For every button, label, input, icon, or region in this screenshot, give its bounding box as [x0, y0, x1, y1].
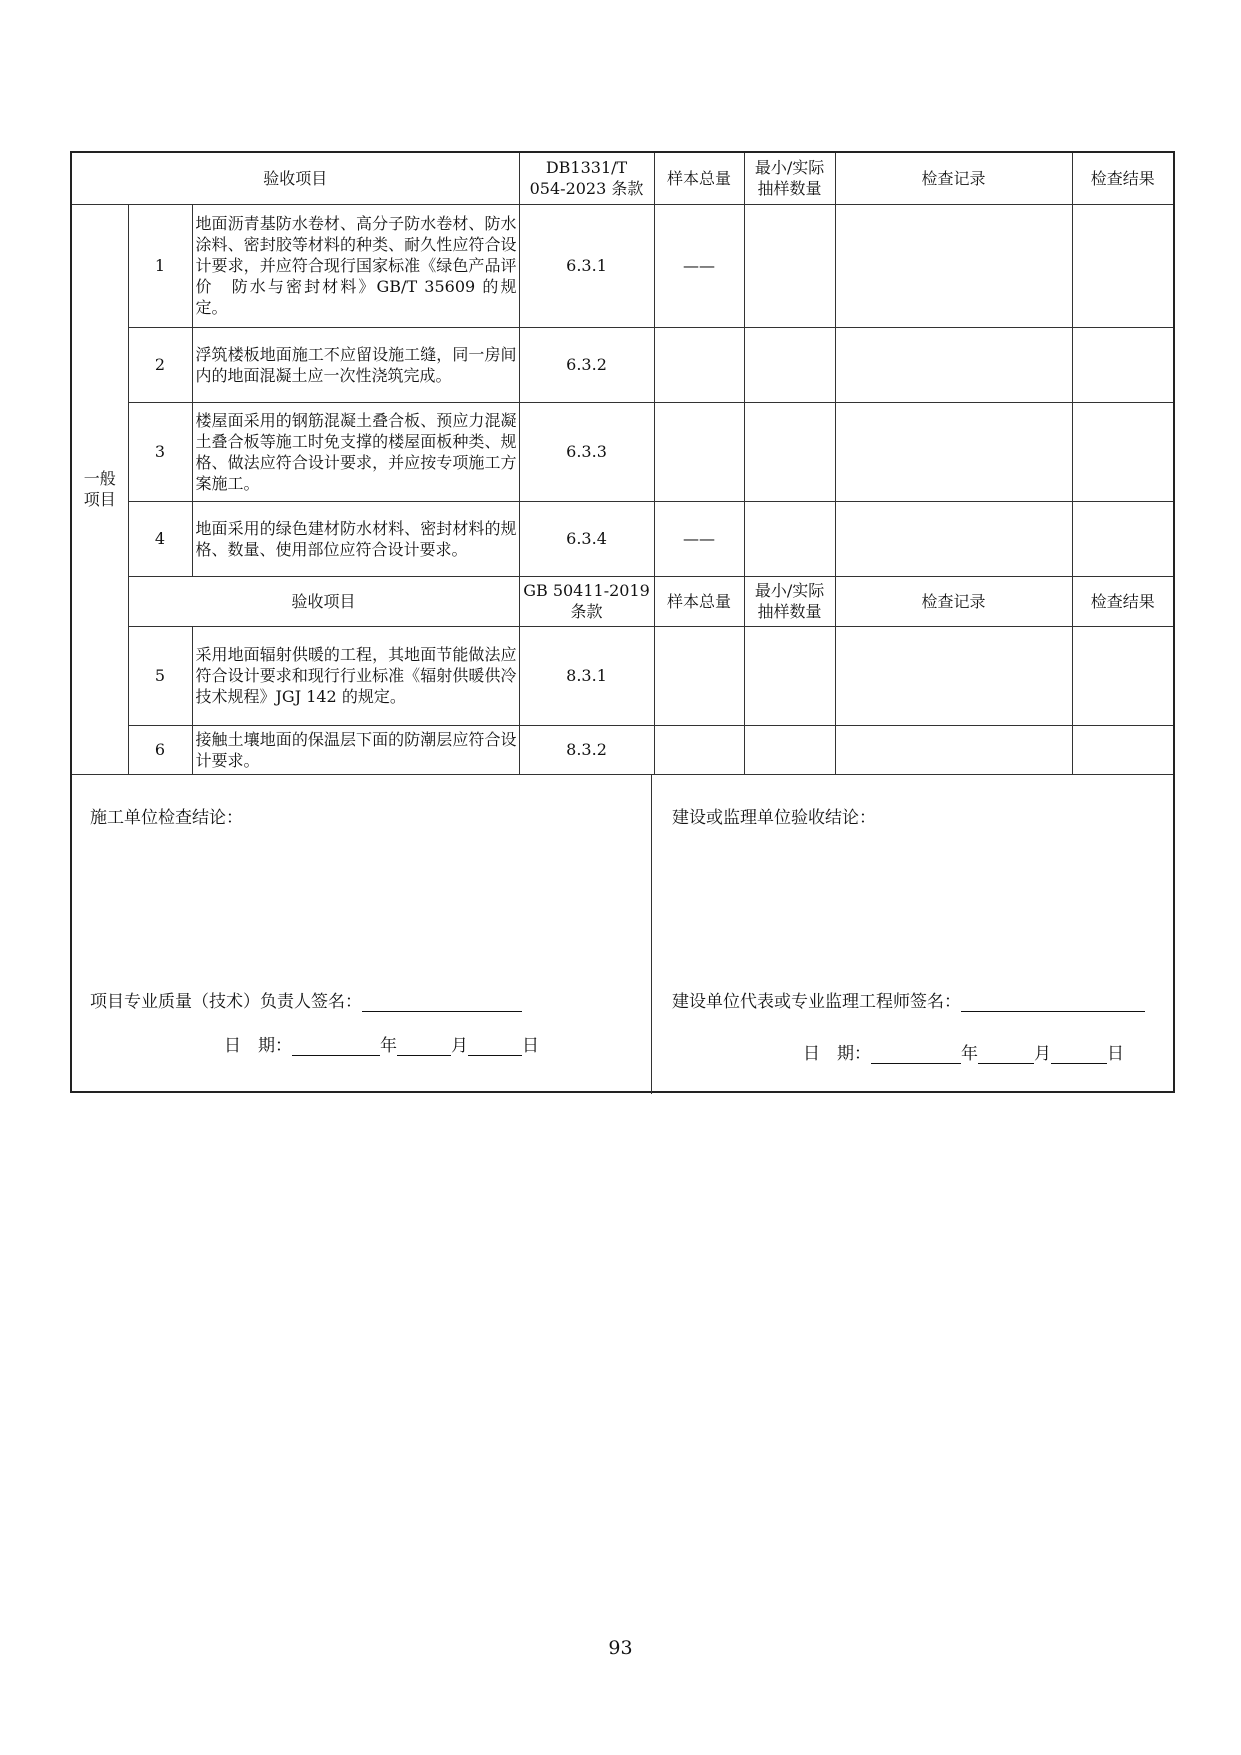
- table-row: [72, 402, 1173, 501]
- header-sample-total: 样本总量: [654, 153, 744, 204]
- header-row-2: [72, 576, 1173, 626]
- row-description: 地面采用的绿色建材防水材料、密封材料的规格、数量、使用部位应符合设计要求。: [192, 501, 519, 576]
- year-label: 年: [961, 1044, 978, 1064]
- owner-signature-blank[interactable]: [961, 994, 1145, 1012]
- contractor-signature-line: [90, 987, 522, 1012]
- day-label: 日: [522, 1036, 539, 1056]
- general-label-line2: 项目: [83, 490, 116, 509]
- contractor-signature-label: 项目专业质量（技术）负责人签名：: [90, 992, 362, 1012]
- header-row-1: [72, 153, 1173, 204]
- row-description: 浮筑楼板地面施工不应留设施工缝，同一房间内的地面混凝土应一次性浇筑完成。: [192, 327, 519, 402]
- header-std-line1: DB1331/T: [545, 158, 628, 178]
- header-record: 检查记录: [835, 576, 1072, 626]
- header-std-line2: 054-2023 条款: [529, 179, 644, 199]
- table-row: [72, 501, 1173, 576]
- row-result: [1072, 402, 1173, 501]
- row-sample-total: [654, 725, 744, 774]
- date-label: 日 期：: [803, 1044, 871, 1064]
- row-number: 4: [128, 501, 192, 576]
- row-description: 楼屋面采用的钢筋混凝土叠合板、预应力混凝土叠合板等施工时免支撑的楼屋面板种类、规格、做法应符合设计要求，并应按专项施工方案施工。: [192, 402, 519, 501]
- general-items-label: [72, 204, 128, 774]
- day-blank[interactable]: [1051, 1046, 1107, 1064]
- acceptance-table: [72, 153, 1173, 775]
- year-blank[interactable]: [292, 1038, 380, 1056]
- row-clause: 6.3.3: [519, 402, 654, 501]
- row-result: [1072, 327, 1173, 402]
- header-item: 验收项目: [72, 153, 519, 204]
- row-min-sample: [744, 402, 835, 501]
- row-record: [835, 204, 1072, 327]
- header-std-line1: GB 50411-2019: [523, 581, 650, 600]
- month-label: 月: [451, 1036, 468, 1056]
- row-description: 地面沥青基防水卷材、高分子防水卷材、防水涂料、密封胶等材料的种类、耐久性应符合设计要求，并应符合现行国家标准《绿色产品评价 防水与密封材料》GB/T 35609 的规定。: [192, 204, 519, 327]
- row-clause: 6.3.1: [519, 204, 654, 327]
- table-row: [72, 626, 1173, 725]
- row-result: [1072, 725, 1173, 774]
- header-min-sample: [744, 576, 835, 626]
- header-min-line2: 抽样数量: [757, 179, 822, 199]
- header-min-line2: 抽样数量: [757, 602, 822, 621]
- row-description: 采用地面辐射供暖的工程，其地面节能做法应符合设计要求和现行行业标准《辐射供暖供冷技术规程》JGJ 142 的规定。: [192, 626, 519, 725]
- header-standard-clause: [519, 576, 654, 626]
- row-clause: 6.3.4: [519, 501, 654, 576]
- page-number: 93: [608, 1637, 633, 1659]
- header-record: 检查记录: [835, 153, 1072, 204]
- contractor-signature-blank[interactable]: [362, 994, 522, 1012]
- row-number: 3: [128, 402, 192, 501]
- table-row: [72, 725, 1173, 774]
- month-blank[interactable]: [397, 1038, 451, 1056]
- owner-conclusion-panel: [652, 775, 1173, 1094]
- header-min-sample: [744, 153, 835, 204]
- row-sample-total: ——: [654, 204, 744, 327]
- year-label: 年: [380, 1036, 397, 1056]
- header-min-line1: 最小/实际: [754, 158, 825, 178]
- row-result: [1072, 626, 1173, 725]
- row-result: [1072, 501, 1173, 576]
- row-min-sample: [744, 626, 835, 725]
- row-min-sample: [744, 501, 835, 576]
- date-label: 日 期：: [224, 1036, 292, 1056]
- row-min-sample: [744, 327, 835, 402]
- row-number: 6: [128, 725, 192, 774]
- contractor-date-line: [224, 1031, 539, 1056]
- signature-section: [72, 774, 1173, 1094]
- row-description: 接触土壤地面的保温层下面的防潮层应符合设计要求。: [192, 725, 519, 774]
- row-record: [835, 501, 1072, 576]
- header-std-line2: 条款: [570, 602, 603, 621]
- header-min-line1: 最小/实际: [754, 581, 825, 600]
- row-clause: 6.3.2: [519, 327, 654, 402]
- row-clause: 8.3.2: [519, 725, 654, 774]
- row-record: [835, 725, 1072, 774]
- row-record: [835, 402, 1072, 501]
- row-min-sample: [744, 204, 835, 327]
- row-number: 2: [128, 327, 192, 402]
- header-result: 检查结果: [1072, 576, 1173, 626]
- acceptance-form: [70, 151, 1175, 1093]
- month-label: 月: [1034, 1044, 1051, 1064]
- day-blank[interactable]: [468, 1038, 522, 1056]
- row-number: 5: [128, 626, 192, 725]
- general-label-line1: 一般: [83, 469, 116, 488]
- owner-date-line: [803, 1039, 1124, 1064]
- header-sample-total: 样本总量: [654, 576, 744, 626]
- row-record: [835, 626, 1072, 725]
- contractor-conclusion-panel: [72, 775, 652, 1094]
- row-number: 1: [128, 204, 192, 327]
- header-standard-clause: [519, 153, 654, 204]
- header-result: 检查结果: [1072, 153, 1173, 204]
- day-label: 日: [1107, 1044, 1124, 1064]
- table-row: [72, 327, 1173, 402]
- row-sample-total: [654, 327, 744, 402]
- contractor-conclusion-title: 施工单位检查结论：: [90, 808, 243, 828]
- row-clause: 8.3.1: [519, 626, 654, 725]
- row-result: [1072, 204, 1173, 327]
- row-sample-total: ——: [654, 501, 744, 576]
- header-item: 验收项目: [128, 576, 519, 626]
- table-row: [72, 204, 1173, 327]
- row-sample-total: [654, 626, 744, 725]
- year-blank[interactable]: [871, 1046, 961, 1064]
- month-blank[interactable]: [978, 1046, 1034, 1064]
- row-min-sample: [744, 725, 835, 774]
- owner-conclusion-title: 建设或监理单位验收结论：: [672, 808, 876, 828]
- row-sample-total: [654, 402, 744, 501]
- owner-signature-line: [672, 987, 1145, 1012]
- row-record: [835, 327, 1072, 402]
- owner-signature-label: 建设单位代表或专业监理工程师签名：: [672, 992, 961, 1012]
